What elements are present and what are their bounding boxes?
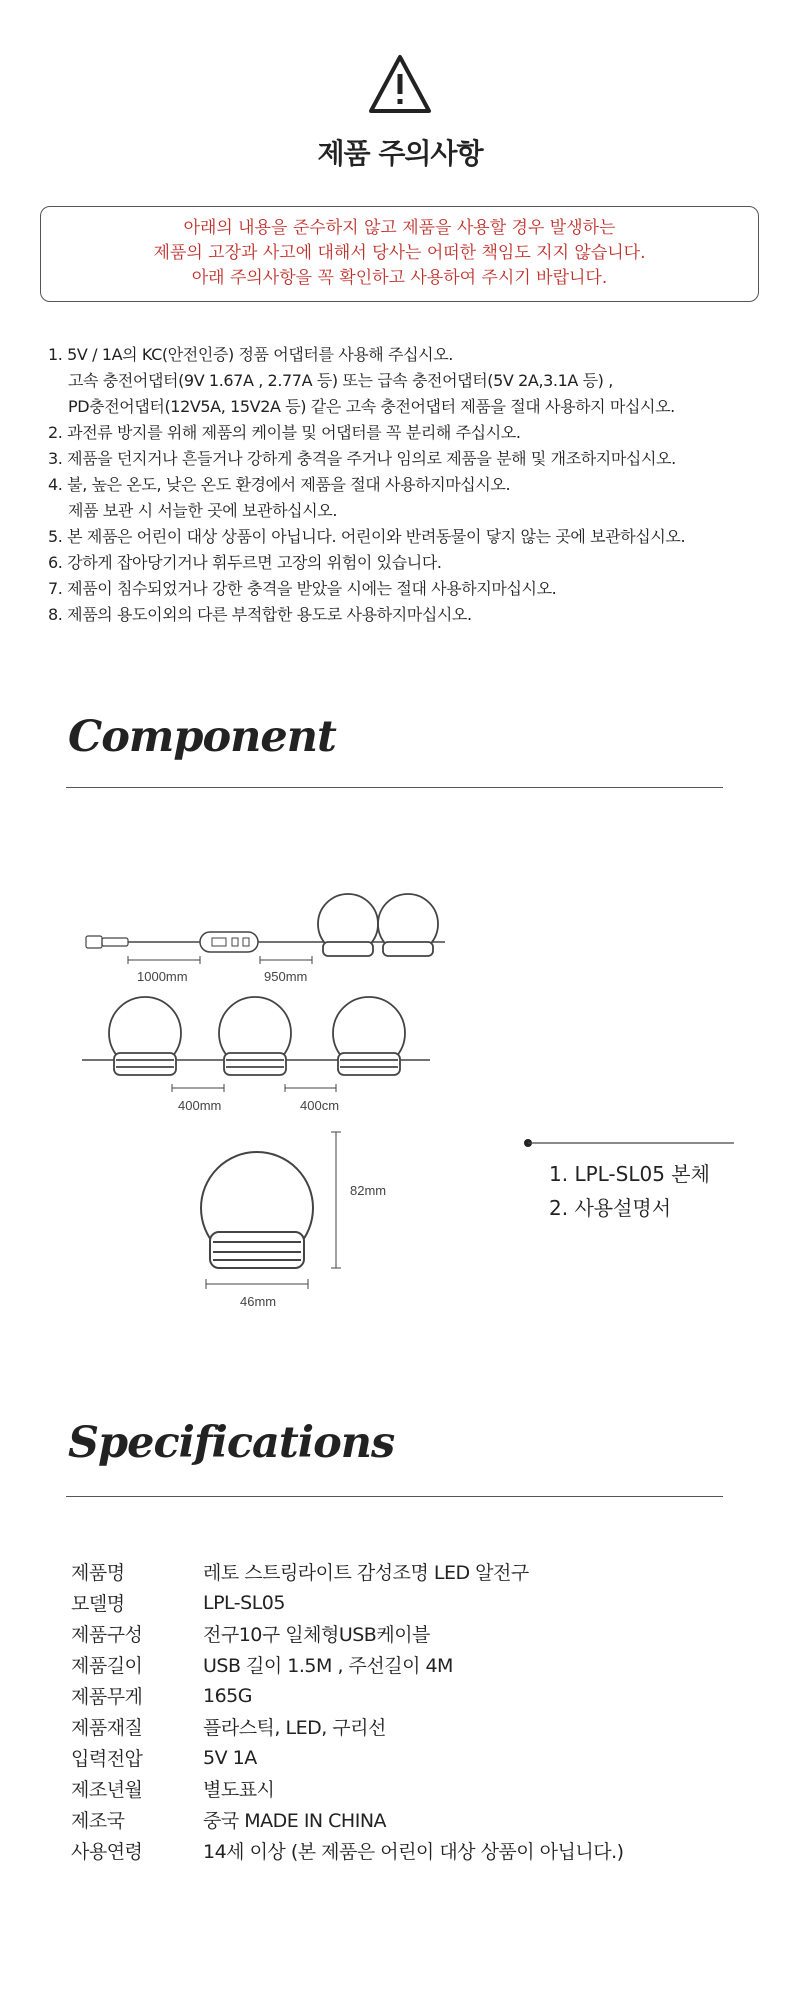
dim-label-46mm: 46mm [240, 1294, 277, 1309]
inline-switch-icon [200, 932, 258, 952]
bulb-icon [109, 997, 181, 1075]
spec-value: 중국 MADE IN CHINA [203, 1810, 387, 1832]
spec-value: 14세 이상 (본 제품은 어린이 대상 상품이 아닙니다.) [203, 1841, 624, 1863]
rule-item: 7. 제품이 침수되었거나 강한 충격을 받았을 시에는 절대 사용하지마십시오. [48, 579, 557, 598]
spec-value: 5V 1A [203, 1746, 257, 1769]
dim-label-1000: 1000mm [137, 969, 188, 984]
spec-label: 제품구성 [71, 1624, 143, 1646]
rule-item: 고속 충전어댑터(9V 1.67A , 2.77A 등) 또는 급속 충전어댑터(5V 2A,3.1A 등) , [68, 371, 613, 390]
product-diagram [0, 860, 800, 1320]
bulb-large-icon [201, 1152, 313, 1268]
spec-row [71, 1835, 624, 1866]
spec-label: 모델명 [71, 1593, 125, 1615]
dim-label-82mm: 82mm [350, 1183, 387, 1198]
spec-label: 입력전압 [71, 1748, 143, 1770]
dim-label-950: 950mm [264, 969, 308, 984]
spec-value: 전구10구 일체형USB케이블 [203, 1624, 430, 1646]
warning-icon [368, 54, 432, 114]
spec-row [71, 1556, 624, 1587]
bulb-icon [318, 894, 378, 956]
spec-value: 별도표시 [203, 1779, 275, 1801]
caution-rules-list [48, 342, 768, 628]
spec-value: 165G [203, 1684, 252, 1707]
rule-item: 2. 과전류 방지를 위해 제품의 케이블 및 어댑터를 꼭 분리해 주십시오. [48, 423, 521, 442]
notice-line: 아래의 내용을 준수하지 않고 제품을 사용할 경우 발생하는 [183, 218, 616, 238]
bulb-icon [333, 997, 405, 1075]
component-item: 2. 사용설명서 [549, 1196, 672, 1220]
bulb-icon [378, 894, 438, 956]
rule-item: 1. 5V / 1A의 KC(안전인증) 정품 어댑터를 사용해 주십시오. [48, 345, 453, 364]
spec-value: 플라스틱, LED, 구리선 [203, 1717, 386, 1739]
rule-item: 3. 제품을 던지거나 흔들거나 강하게 충격을 주거나 임의로 제품을 분해 및 개조하지마십시오. [48, 449, 676, 468]
component-item: 1. LPL-SL05 본체 [549, 1162, 710, 1186]
component-divider [66, 787, 723, 788]
dim-label-400cm: 400cm [300, 1098, 340, 1113]
spec-label: 제조국 [71, 1810, 125, 1832]
spec-row [71, 1680, 624, 1711]
rule-item: 제품 보관 시 서늘한 곳에 보관하십시오. [68, 501, 338, 520]
spec-value: LPL-SL05 [203, 1591, 285, 1614]
rule-item: 6. 강하게 잡아당기거나 휘두르면 고장의 위험이 있습니다. [48, 553, 442, 572]
spec-row [71, 1742, 624, 1773]
component-list [549, 1157, 710, 1225]
caution-title: 제품 주의사항 [317, 137, 483, 170]
spec-row [71, 1804, 624, 1835]
dim-label-400mm: 400mm [178, 1098, 222, 1113]
notice-line: 제품의 고장과 사고에 대해서 당사는 어떠한 책임도 지지 않습니다. [153, 243, 646, 263]
bulb-icon [219, 997, 291, 1075]
usb-plug-icon [86, 936, 128, 948]
spec-table [71, 1556, 624, 1866]
spec-label: 제조년월 [71, 1779, 143, 1801]
spec-label: 제품재질 [71, 1717, 143, 1739]
spec-row [71, 1618, 624, 1649]
spec-row [71, 1587, 624, 1618]
specifications-heading: Specifications [68, 1418, 395, 1468]
specifications-divider [66, 1496, 723, 1497]
component-heading: Component [68, 712, 336, 762]
spec-label: 제품길이 [71, 1655, 143, 1677]
spec-label: 제품무게 [71, 1686, 143, 1708]
spec-label: 사용연령 [71, 1841, 143, 1863]
spec-value: 레토 스트링라이트 감성조명 LED 알전구 [203, 1562, 529, 1584]
spec-row [71, 1649, 624, 1680]
rule-item: PD충전어댑터(12V5A, 15V2A 등) 같은 고속 충전어댑터 제품을 절대 사용하지 마십시오. [68, 397, 675, 416]
rule-item: 5. 본 제품은 어린이 대상 상품이 아닙니다. 어린이와 반려동물이 닿지 않는 곳에 보관하십시오. [48, 527, 686, 546]
spec-value: USB 길이 1.5M , 주선길이 4M [203, 1655, 453, 1677]
notice-line: 아래 주의사항을 꼭 확인하고 사용하여 주시기 바랍니다. [191, 268, 608, 288]
notice-box [40, 206, 759, 302]
spec-row [71, 1773, 624, 1804]
spec-label: 제품명 [71, 1562, 125, 1584]
rule-item: 4. 불, 높은 온도, 낮은 온도 환경에서 제품을 절대 사용하지마십시오. [48, 475, 511, 494]
spec-row [71, 1711, 624, 1742]
rule-item: 8. 제품의 용도이외의 다른 부적합한 용도로 사용하지마십시오. [48, 605, 472, 624]
